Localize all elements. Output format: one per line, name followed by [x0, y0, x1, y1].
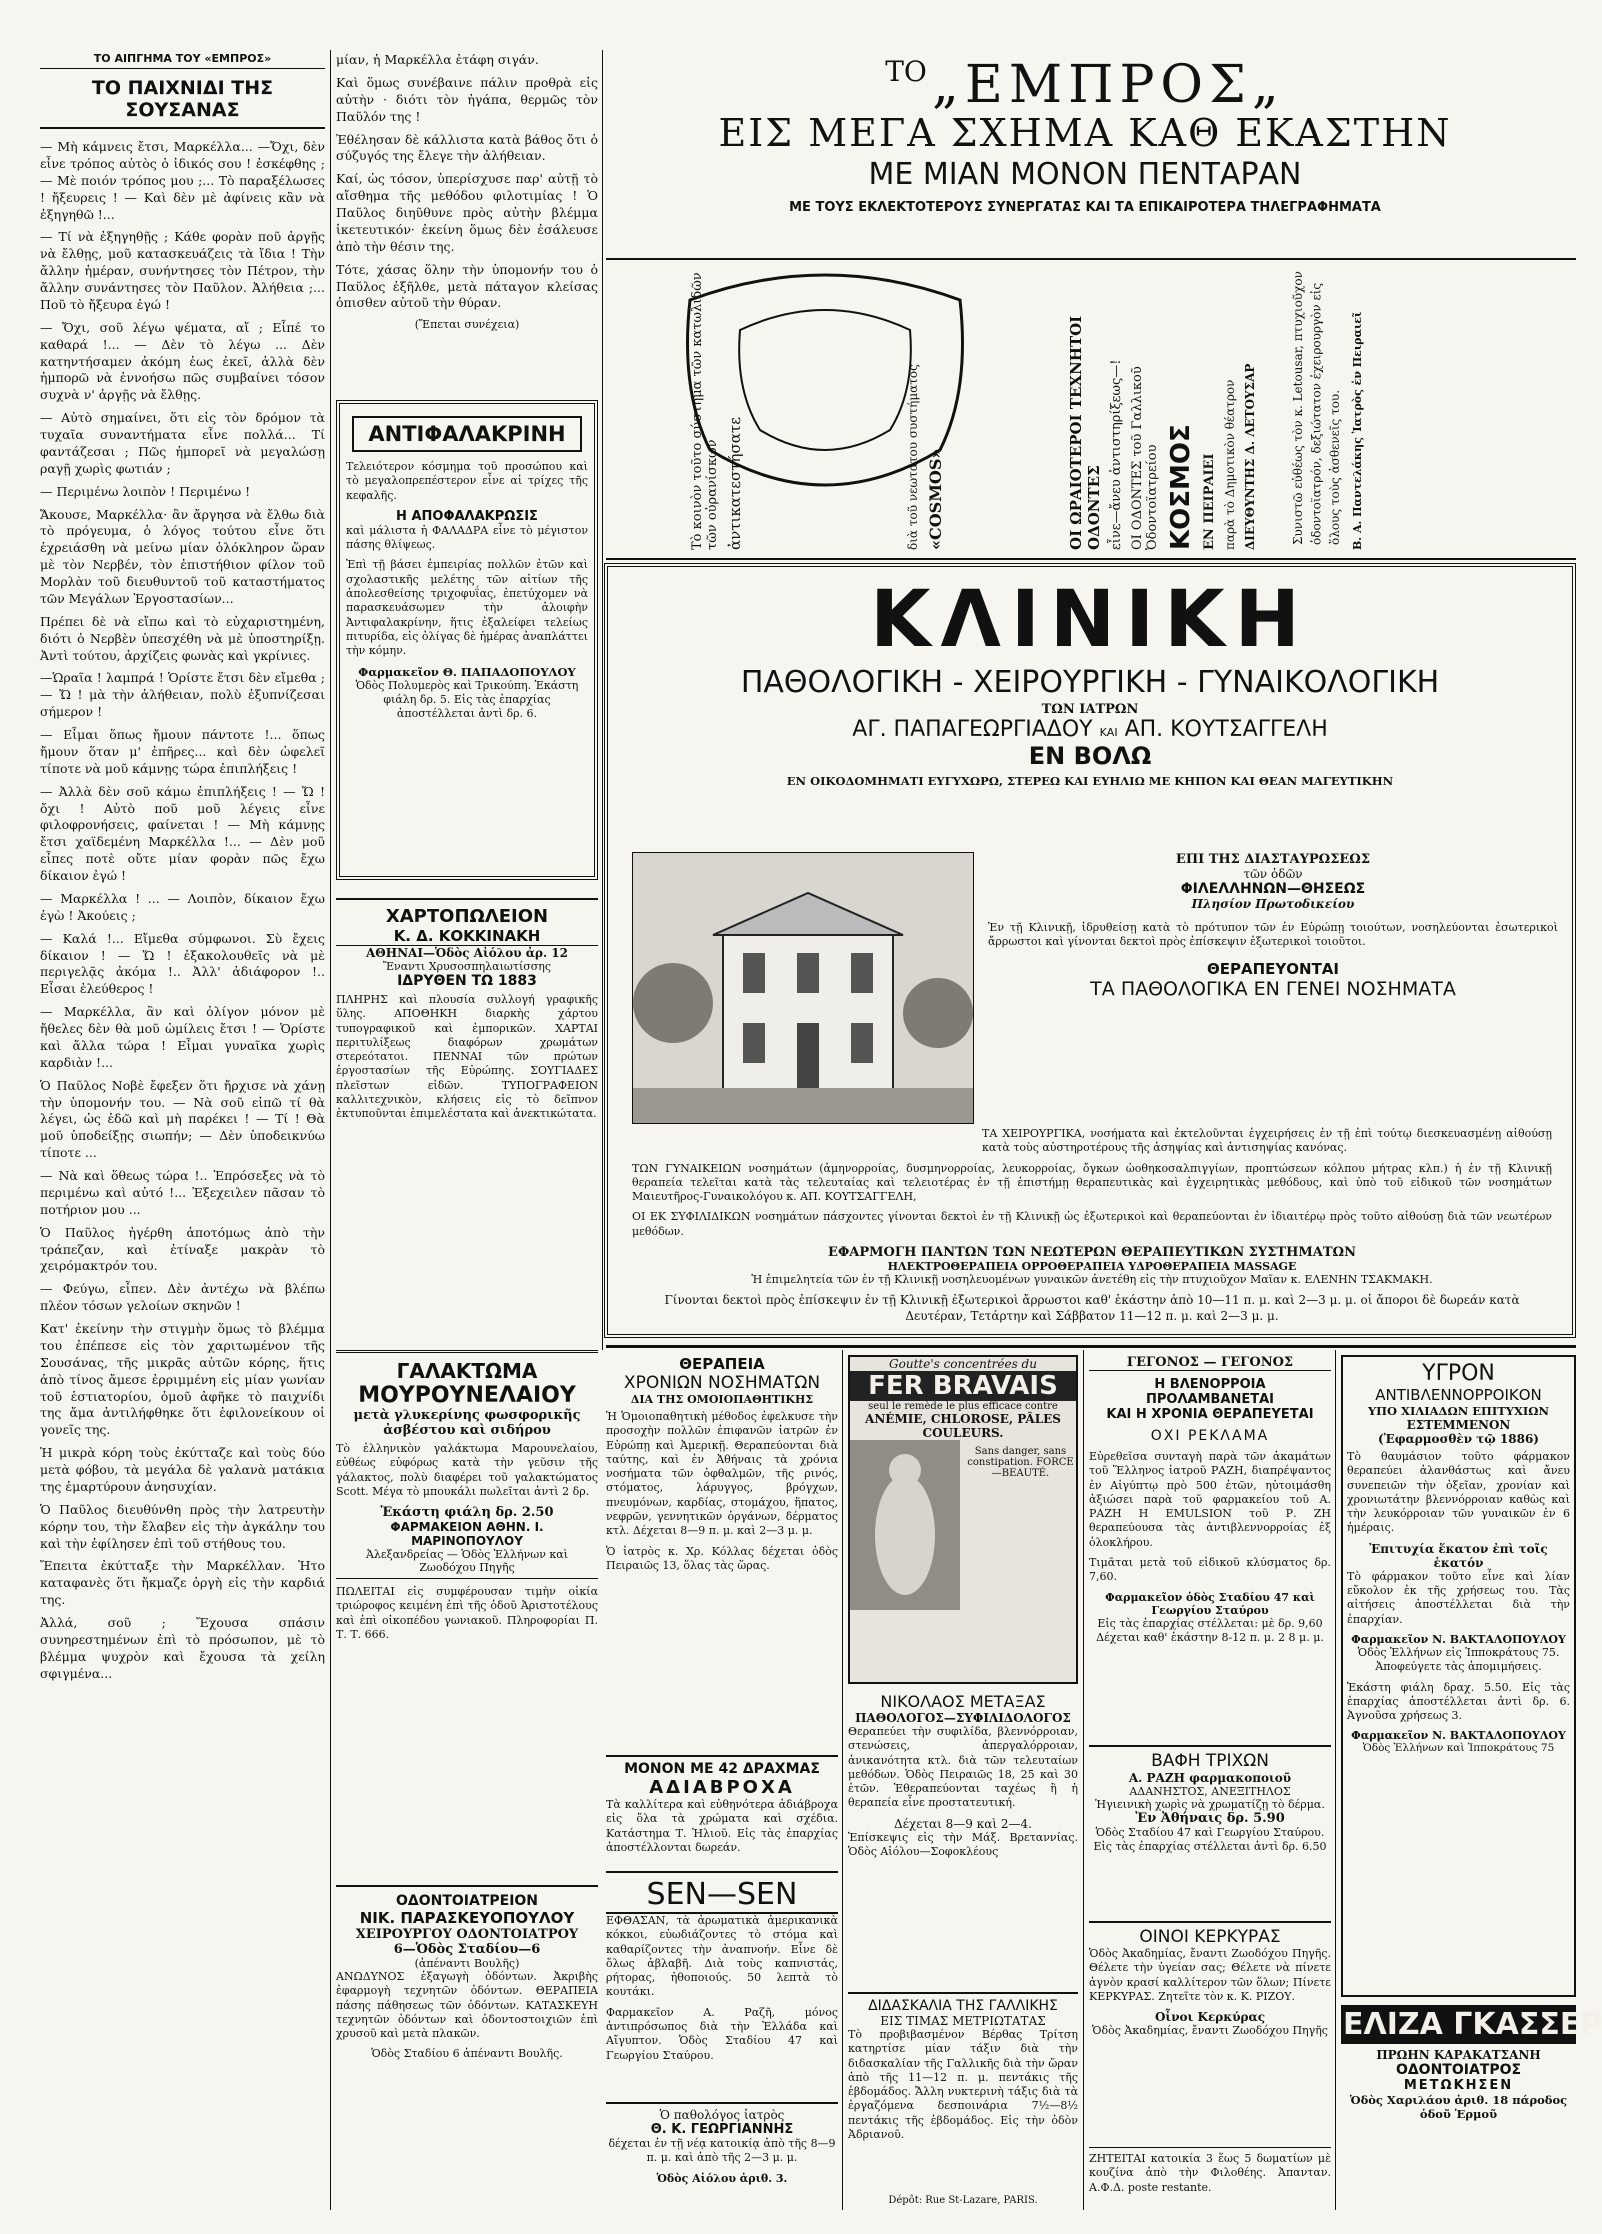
- clinic-hours: Γίνονται δεκτοὶ πρὸς ἐπίσκεψιν ἐν τῇ Κλινικῇ ἐξωτερικοὶ ἄρρωστοι καθ' ἑκάστην ἀπὸ 10—11 π. μ. καὶ 2—3 μ. μ. οἱ ἄποροι δὲ δωρεάν κατὰ Δευτέραν, Τετάρτην καὶ Σάββατον 11—12 π. μ. καὶ 2—3 μ. μ.: [664, 1293, 1520, 1323]
- clinic-treated: ΘΕΡΑΠΕΥΟΝΤΑΙ: [1207, 959, 1339, 978]
- section-header: ΤΟ ΑΙΠΓΗΜΑ ΤΟΥ «ΕΜΠΡΟΣ»: [40, 52, 325, 69]
- ad-address: Ὁδὸς Πολυμερὸς καὶ Τρικούπη. Ἑκάστη φιάλη δρ. 5. Εἰς τὰς ἐπαρχίας ἀποστέλλεται ἀντὶ δρ. 6.: [355, 678, 579, 721]
- ad-text: Τὸ φάρμακον τοῦτο εἶνε καὶ λίαν εὔκολον ἐκ τῆς χρήσεως του. Τὰς αἰτήσεις ἀποστέλλεται διὰ τὴν ἐπαρχίαν.: [1347, 1569, 1570, 1626]
- ad-address: Ὁδὸς Ἑλλήνων καὶ Ἱπποκράτους 75: [1362, 1742, 1555, 1755]
- ad-sub: ΔΙΑ ΤΗΣ ΟΜΟΙΟΠΑΘΗΤΙΚΗΣ: [630, 1393, 814, 1406]
- clinic-doctors: [628, 717, 1552, 742]
- vertical-text-line: εἶνε—ἄνευ ἀντιστηρίξεως—!: [1109, 359, 1124, 550]
- story-paragraph: Ἐθέλησαν δὲ κάλλιστα κατὰ βάθος ὅτι ὁ σύζυγός της ἔλεγε τὴν ἀλήθειαν.: [336, 131, 598, 164]
- story-paragraph: Κατ' ἐκείνην τὴν στιγμὴν ὅμως τὸ βλέμμα του ἐπέπεσε εἰς τὸν χαριτωμένον τῆς Σουσάνας, τῆς μικρᾶς αὐτῶν κόρης, ἥτις ἀπὸ τίνος ἄμεσε ἐρριμμένη εἰς μίαν γωνίαν τοῦ ἑστιατορίου, ὁμοῦ ἀφῆκε τὸ παιχνίδι της ἄμα ἀντιλήφθηκε ὅτι ἐφιλονείκουν οἱ γονεῖς της.: [40, 1321, 325, 1438]
- ad-address: Ὁδὸς Αἰόλου ἀριθ. 3.: [656, 2171, 788, 2185]
- ad-price: Ἑκάστη φιάλη δρ. 2.50: [380, 1505, 554, 1521]
- story-paragraph: — Τί νὰ ἐξηγηθῇς ; Κάθε φορὰν ποῦ ἀργῇς νὰ ἔλθῃς, μοῦ κατασκευάζεις τὰ ἴδια ! Τὴν ἄλλην ἡμέραν, συνήντησες τὸν Πέτρον, τὴν ἄλλην συνάντησες τὸν Παῦλον. Ἀλήθεια ;... Ποῦ τὸ ἤξευρα ἐγώ !: [40, 229, 325, 312]
- column-rule: [330, 50, 331, 2210]
- ad-title: Η ΒΛΕΝΟΡΡΟΙΑ ΠΡΟΛΑΜΒΑΝΕΤΑΙ: [1145, 1377, 1274, 1407]
- window: [797, 953, 819, 993]
- ad-cure: Ἐπιτυχία ἕκατον ἐπὶ τοῖς ἑκατόν: [1369, 1541, 1548, 1570]
- ad-brand: FER BRAVAIS: [850, 1371, 1076, 1401]
- vertical-text-line: ἀντικατεστήσατε: [726, 417, 744, 550]
- ad-name: ΕΛΙΖΑ ΓΚΑΣΣΕΡ: [1343, 2007, 1602, 2042]
- clinic-right-text: [988, 852, 1558, 1000]
- bottom-col-2: [848, 1355, 1078, 2210]
- masthead-to: ΤΟ: [885, 55, 927, 88]
- spacer: [750, 265, 900, 550]
- dental-vertical-text: [690, 265, 1550, 550]
- ad-address: Ὁδὸς Σταδίου 47 καὶ Γεωργίου Σταύρου. Εἰς τὰς ἐπαρχίας στέλλεται ἀντὶ δρ. 6.50: [1093, 1826, 1327, 1854]
- and-word: ΚΑΙ: [1099, 726, 1118, 739]
- ad-pharmacy: Φαρμακεῖον Ν. ΒΑΚΤΑΛΟΠΟΥΛΟΥ: [1351, 1632, 1566, 1646]
- tree: [633, 963, 713, 1043]
- ad-price: Ἐν Ἀθήναις δρ. 5.90: [1135, 1811, 1285, 1826]
- ad-title: ΚΑΙ Η ΧΡΟΝΙΑ ΘΕΡΑΠΕΥΕΤΑΙ: [1106, 1407, 1314, 1422]
- vertical-text-block: Συνιστῶ εὐθέως τὸν κ. Letousar, πτυχιοῦχον ὀδοντοϊατρόν, δεξιώτατον ἐχειρουργὸν εἰς ὅλους τοὺς ἀσθενεῖς του.: [1291, 271, 1343, 545]
- dental-ad-rule: [606, 558, 1576, 560]
- ad-heading: ΧΡΟΝΙΩΝ ΝΟΣΗΜΑΤΩΝ: [623, 1373, 821, 1393]
- vertical-text-line: ΟΙ ΟΔΟΝΤΕΣ τοῦ Γαλλικοῦ Ὀδοντοϊατρείου: [1130, 366, 1160, 550]
- story-paragraph: Ἄκουσε, Μαρκέλλα· ἂν ἄργησα νὰ ἔλθω διὰ τὸ πρόγευμα, ὁ λόγος τούτου εἶνε ὅτι ἐχρειάσθη νὰ μείνω μίαν ὁλόκληρον ὥραν μὲ τὸν Νερβέν, τὸν ἐπιστήθιον φίλον τοῦ Μορλὰν τοῦ διευθυντοῦ τοῦ καταστήματος τῶν Μεγάλων Ἐργοστασίων...: [40, 506, 325, 606]
- ad-odontoiatreion: [336, 1885, 598, 2233]
- ad-title: ΓΑΛΑΚΤΩΜΑ: [396, 1359, 538, 1383]
- clinic-desc: Ἐν τῇ Κλινικῇ, ἱδρυθείσῃ κατὰ τὸ πρότυπον τῶν ἐν Εὐρώπῃ τοιούτων, νοσηλεύονται ἐσωτερικοὶ ἄρρωστοι καὶ γίνονται δεκτοὶ πρὸς ἐπίσκεψιν ἐξωτερικοὶ τοιοῦτοι.: [988, 921, 1558, 949]
- doctor-name: ΑΓ. ΠΑΠΑΓΕΩΡΓΙΑΔΟΥ: [852, 717, 1093, 742]
- ad-french: [848, 1992, 1078, 2218]
- masthead-rule: [606, 258, 1576, 260]
- ad-text: Ἡ Ὁμοιοπαθητικὴ μέθοδος ἐφελκυσε τὴν προσοχὴν πολλῶν ἐπιφανῶν ἰατρῶν ἐν Εὐρώπῃ καὶ Ἀμερικῇ. Θεραπεύονται διὰ ταύτης, καὶ ἐν Ἀθήναις τὰ χρόνια νοσήματα τῶν ὀφθαλμῶν, τῆς ρινός, στόματος, λάρυγγος, βρόγχων, πνευμόνων, καρδίας, στομάχου, ἥπατος, νεφρῶν, γεννητικῶν ὀργάνων, δέρματος κτλ. Δέχεται 8—9 π. μ. καὶ 2—3 μ. μ.: [606, 1410, 838, 1538]
- clinic-city: ΕΝ ΒΟΛΩ: [1028, 742, 1152, 770]
- ad-items: ANÉMIE, CHLOROSE, PÂLES COULEURS.: [865, 1412, 1061, 1440]
- vertical-text-line: διὰ τοῦ νεωτάτου συστήματος: [906, 364, 920, 550]
- story-paragraph: — Ἀλλὰ δὲν σοῦ κάμω ἐπιπλήξεις ! — Ὤ ! ὄχι ! Αὐτὸ ποῦ μοῦ λέγεις εἶνε φιλοφρονήσεις, φαίνεται ! — Μὴ κάμνῃς ἔτσι χαϊδεμένη Μαρκέλλα !... — Δὲν μοῦ εἶπες ποτὲ οὔτε μίαν φορὰν πῶς ἔχω δίκαιον ἐγώ !: [40, 783, 325, 883]
- second-column: [336, 52, 598, 2202]
- ad-pharmacy: Φαρμακεῖον Θ. ΠΑΠΑΔΟΠΟΥΛΟΥ: [358, 664, 576, 679]
- ad-text: ΕΦΘΑΣΑΝ, τὰ ἀρωματικὰ ἀμερικανικὰ κόκκοι, εὐωδιάζοντες τὸ στόμα καὶ καθαρίζοντες τὴν ἀναπνοήν. Εἶνε δὲ ὅλως ἀβλαβῆ. Διὰ τοὺς καπνιστάς, ρήτορας, ἠθοποιούς. 50 λεπτὰ τὸ κουτάκι.: [606, 1914, 838, 1999]
- story-paragraph: — Καλά !... Εἴμεθα σύμφωνοι. Σὺ ἔχεις δίκαιον ! — Ὤ ! ἐξακολουθεῖς νὰ μὲ περιγελᾷς ἀκόμα !.. Ἀλλ' ἀδιάφορον !.. Εἶσαι ἐλεύθερος !: [40, 930, 325, 997]
- ad-sub: ΠΡΩΗΝ ΚΑΡΑΚΑΤΣΑΝΗ: [1376, 2048, 1541, 2062]
- story-paragraph: Ἡ μικρὰ κόρη τοὺς ἐκύτταζε καὶ τοὺς δύο μετὰ φόβου, τὰ μεγάλα δὲ γαλανὰ ματάκια της ἐμαρτύρουν ἀνησυχίαν.: [40, 1445, 325, 1494]
- masthead-line2: ΜΕ ΜΙΑΝ ΜΟΝΟΝ ΠΕΝΤΑΡΑΝ: [868, 157, 1302, 192]
- ad-role: ΧΕΙΡΟΥΡΓΟΥ ΟΔΟΝΤΟΙΑΤΡΟΥ: [355, 1927, 579, 1942]
- masthead: [610, 55, 1560, 255]
- vertical-text-line: ΕΝ ΠΕΙΡΑΙΕΙ: [1202, 453, 1217, 550]
- ad-title: ΑΝΤΙΦΑΛΑΚΡΙΝΗ: [352, 416, 582, 452]
- ad-address: Ὁδὸς Χαριλάου ἀριθ. 18 πάροδος ὁδοῦ Ἑρμοῦ: [1349, 2093, 1568, 2121]
- clinic-subtitle: ΠΑΘΟΛΟΓΙΚΗ - ΧΕΙΡΟΥΡΓΙΚΗ - ΓΥΝΑΙΚΟΛΟΓΙΚΗ: [740, 665, 1440, 700]
- bottom-col-1: [606, 1355, 838, 2210]
- ad-name: ΜΟΥΡΟΥΝΕΛΑΙΟΥ: [358, 1383, 576, 1408]
- clinic-photo: [632, 852, 974, 1124]
- clinic-nurse: Ἡ ἐπιμελητεία τῶν ἐν τῇ Κλινικῇ νοσηλευομένων γυναικῶν ἀνετέθη εἰς τὴν πτυχιοῦχον Μαῖαν κ. ΕΛΕΝΗΝ ΤΣΑΚΜΑΚΗ.: [751, 1273, 1433, 1287]
- ad-title: ΒΑΦΗ ΤΡΙΧΩΝ: [1151, 1751, 1269, 1771]
- clinic-building: ΕΝ ΟΙΚΟΔΟΜΗΜΑΤΙ ΕΥΓΥΧΩΡΩ, ΣΤΕΡΕΩ ΚΑΙ ΕΥΗΛΙΩ ΜΕ ΚΗΠΟΝ ΚΑΙ ΘΕΑΝ ΜΑΓΕΥΤΙΚΗΝ: [786, 774, 1394, 788]
- ad-name: Κ. Δ. ΚΟΚΚΙΝΑΚΗ: [336, 927, 598, 946]
- ad-year: (Ἐφαρμοσθὲν τῷ 1886): [1378, 1432, 1539, 1446]
- column-rule: [1335, 1350, 1336, 2210]
- ad-sub: ΑΔΑΝΗΣΤΟΣ, ΑΝΕΞΙΤΗΛΟΣ: [1129, 1785, 1291, 1798]
- ad-sub: (ἀπέναντι Βουλῆς): [414, 1957, 520, 1970]
- bottom-col-3: [1089, 1355, 1331, 2210]
- ad-text: Ἡγιεινικὴ χωρὶς νὰ χρωματίζῃ τὸ δέρμα.: [1095, 1798, 1325, 1811]
- ad-ship: Εἰς τὰς ἐπαρχίας στέλλεται: μὲ δρ. 9,60 Δέχεται καθ' ἑκάστην 8-12 π. μ. 2 8 μ. μ.: [1096, 1616, 1324, 1644]
- ad-antiblenorrhoic: [1341, 1355, 1576, 1997]
- story-paragraph: Ὁ Παῦλος διευθύνθη πρὸς τὴν λατρευτὴν κόρην του, τὴν ἔλαβεν εἰς τὴν ἀγκάλην του καὶ τὴν ἐφίλησεν ἐπὶ τοῦ στήθους του.: [40, 1501, 325, 1551]
- masthead-line3: ΜΕ ΤΟΥΣ ΕΚΛΕΚΤΟΤΕΡΟΥΣ ΣΥΝΕΡΓΑΤΑΣ ΚΑΙ ΤΑ ΕΠΙΚΑΙΡΟΤΕΡΑ ΤΗΛΕΓΡΑΦΗΜΑΤΑ: [789, 200, 1381, 215]
- ad-address: 6—Ὁδὸς Σταδίου—6: [393, 1942, 541, 1957]
- ad-name: Οἶνοι Κερκύρας: [1154, 2010, 1266, 2025]
- dental-ad: [610, 265, 1575, 555]
- ad-founded: ΙΔΡΥΘΕΝ ΤΩ 1883: [397, 973, 537, 989]
- column-rule: [842, 1350, 843, 2210]
- window: [851, 1023, 873, 1063]
- story-paragraph: — Μαρκέλλα ! ... — Λοιπὸν, δίκαιον ἔχω ἐγὼ ! Ἀκούεις ;: [40, 890, 325, 923]
- ad-title: ΟΔΟΝΤΟΙΑΤΡΕΙΟΝ: [395, 1893, 539, 1909]
- clinic-gyn: ΤΩΝ ΓΥΝΑΙΚΕΙΩΝ νοσημάτων (ἀμηνορροίας, δυσμηνορροίας, λευκορροίας, ὄγκων ὠοθηκοσαλπιγγίων, προπτώσεων κόλπου μήτρας κλπ.) ἡ ἐν τῇ Κλινικῇ θεραπεία τελεῖται κατὰ τὰς τελευταίας καὶ τελειοτέρας ἐν τῇ ἐπιστήμῃ θεραπευτικὰς καὶ ἐγχειρητικὰς μεθόδους, καὶ ὑπὸ τοῦ εἰδικοῦ τῶν νοσημάτων Μαιευτῆρος-Γυναικολόγου κ. ΑΠ. ΚΟΥΤΣΑΓΓΕΛΗ,: [632, 1161, 1552, 1204]
- door: [797, 1023, 819, 1093]
- clinic-surgical: ΤΑ ΧΕΙΡΟΥΡΓΙΚΑ, νοσήματα καὶ ἐκτελοῦνται ἐγχειρήσεις ἐν τῇ ἐπὶ τούτῳ διεσκευασμένῃ αἰθούσῃ κατὰ τοὺς αὐστηροτέρους τῆς ἀσηψίας καὶ ἀντισηψίας κανόνας.: [982, 1127, 1552, 1155]
- ad-title: ΜΟΝΟΝ ΜΕ 42 ΔΡΑΧΜΑΣ: [624, 1761, 820, 1777]
- ad-therapy: [606, 1355, 838, 1755]
- story-paragraph: — Φεύγω, εἶπεν. Δὲν ἀντέχω νὰ βλέπω πλέον τόσων γελοίων σκηνῶν !: [40, 1281, 325, 1314]
- ad-title: SEN—SEN: [606, 1877, 838, 1914]
- story-paragraph: — Αὐτὸ σημαίνει, ὅτι εἰς τὸν δρόμον τὰ τυχαῖα συναντήματα εἶνε πολλά... Τί φαντάζεσαι ; Πῶς ἠμπορεῖ νὰ μεγαλώσῃ ραγῇ χωρὶς φωτιάν ;: [40, 410, 325, 476]
- story-paragraph: Καί, ὡς τόσον, ὑπερίσχυσε παρ' αὐτῇ τὸ αἴσθημα τῆς μεθόδου φιλοτιμίας ! Ὁ Παῦλος διηῦθυνε πρὸς αὐτὴν βλέμμα ἱκετευτικόν· ἐκείνη ὅμως δὲν ἐσάλευσε ἀπὸ τὴν θέσιν της.: [336, 171, 598, 254]
- ad-sub: seul le remède le plus efficace contre: [868, 1401, 1058, 1412]
- ad-address: Ἀλεξανδρείας — Ὁδὸς Ἑλλήνων καὶ Ζωοδόχου Πηγῆς: [336, 1548, 598, 1579]
- clinic-syph: ΟΙ ΕΚ ΣΥΦΙΛΙΔΙΚΩΝ νοσημάτων πάσχοντες γίνονται δεκτοὶ ἐν τῇ Κλινικῇ ὡς ἐξωτερικοὶ καὶ θεραπεύονται ἐν ἰδιαιτέρῳ πρὸς τοῦτο αἰθούσῃ διὰ τῶν νεωτέρων μεθόδων.: [632, 1210, 1552, 1238]
- ad-hair-dye: [1089, 1745, 1331, 1921]
- ad-sub: μετὰ γλυκερίνης φωσφορικῆς ἀσβέστου καὶ σιδήρου: [353, 1408, 581, 1438]
- ad-address: ΑΘΗΝΑΙ—Ὁδὸς Αἰόλου ἀρ. 12: [365, 946, 568, 960]
- ad-title: ΔΙΔΑΣΚΑΛΙΑ ΤΗΣ ΓΑΛΛΙΚΗΣ: [868, 1998, 1058, 2014]
- ad-hours: Δέχεται 8—9 καὶ 2—4.: [894, 1816, 1032, 1831]
- vertical-text-line: Β. Α. Παντελάκης Ἰατρὸς ἐν Πειραιεῖ: [1350, 311, 1364, 550]
- clinic-streets: ΦΙΛΕΛΛΗΝΩΝ—ΘΗΣΕΩΣ: [1180, 881, 1366, 897]
- ad-name: ΝΙΚ. ΠΑΡΑΣΚΕΥΟΠΟΥΛΟΥ: [359, 1909, 575, 1927]
- story-paragraph: μίαν, ἡ Μαρκέλλα ἐτάφη σιγάν.: [336, 52, 539, 67]
- story-paragraph: — Νὰ καὶ ὅθεως τώρα !.. Ἐπρόσεξες νὰ τὸ περιμένω καὶ αὐτό !... Ἐξεχειλεν πᾶσαν τὸ ποτήριον μου ...: [40, 1168, 325, 1217]
- figure-body: [875, 1475, 935, 1595]
- ad-raincoats: [606, 1755, 838, 1871]
- vertical-text-line: ΟΙ ΩΡΑΙΟΤΕΡΟΙ ΤΕΧΝΗΤΟΙ ΟΔΟΝΤΕΣ: [1067, 315, 1103, 550]
- vertical-text-line: παρὰ τὸ Δημοτικὸν θέατρον: [1223, 379, 1237, 550]
- ad-antifalakrini: [336, 400, 598, 880]
- figure-head: [889, 1454, 921, 1486]
- ad-sub: ΥΠΟ ΧΙΛΙΑΔΩΝ ΕΠΙΤΥΧΙΩΝ: [1367, 1404, 1550, 1418]
- story-paragraph: —Ὡραῖα ! λαμπρά ! Ὁρίστε ἔτσι δὲν εἴμεθα ; — Ὤ ! μὰ τὴν ἀλήθειαν, πολὺ ἐξυπνίζεσαι σήμερον !: [40, 670, 325, 720]
- ad-doctor: [606, 2102, 838, 2218]
- window: [743, 953, 765, 993]
- ad-chartopoleion: [336, 898, 598, 1342]
- ad-text: Τὸ ἐλληνικὸν γαλάκτωμα Μαρουνελαίου, εὐθέως εὐφόρως κατὰ τὴν γεῦσιν τῆς γάλακτος, πολὺ διαφέρει τοῦ γαλακτώματος Scott. Μέγα τὸ μπουκάλι πωλεῖται ἀντὶ 2 δρ.: [336, 1442, 598, 1498]
- left-column: [40, 52, 325, 2202]
- story-paragraph: Ἀλλά, σοῦ ; Ἔχουσα σπάσιν συνηρεστημένων ἐπὶ τὸ πρόσωπον, μὲ τὸ βλέμμα ψυχρὸν καὶ ἔχουσα τὰ χείλη σφιγμένα...: [40, 1615, 325, 1681]
- ad-wanted: [1089, 2147, 1331, 2222]
- ad-title: ΥΓΡΟΝ: [1422, 1361, 1495, 1386]
- column-rule: [602, 50, 603, 1350]
- story-paragraph: Ὁ Παῦλος ἠγέρθη ἀποτόμως ἀπὸ τὴν τράπεζαν, καὶ ἐτίναξε μακρὰν τὸ χειρόμακτρόν του.: [40, 1224, 325, 1274]
- spacer: [1263, 265, 1283, 550]
- ad-text: ΠΩΛΕΙΤΑΙ εἰς συμφέρουσαν τιμὴν οἰκία τριώροφος κειμένη ἐπὶ τῆς ὁδοῦ Ἀριστοτέλους καὶ ἐπὶ οἰκοπέδου γωνιακοῦ. Πληροφορίαι Π. Τ. Τ. 666.: [336, 1585, 598, 1642]
- building-roof: [713, 893, 903, 935]
- ad-heading: Η ΑΠΟΦΑΛΑΚΡΩΣΙΣ: [396, 508, 538, 524]
- ad-sub: Ἔναντι Χρυσοσπηλαιωτίσσης: [382, 960, 552, 973]
- fence: [633, 1088, 973, 1123]
- ad-sen-sen: [606, 1871, 838, 2102]
- ad-footer: Ὁδὸς Σταδίου 6 ἀπέναντι Βουλῆς.: [371, 2047, 563, 2061]
- ad-moved: ΜΕΤΩΚΗΣΕΝ: [1403, 2078, 1514, 2093]
- story-paragraph: Πρέπει δὲ νὰ εἴπω καὶ τὸ εὐχαριστημένη, διότι ὁ Νερβὲν ὑπεσχέθη νὰ μὲ ὑποστηρίξῃ. Ἀντὶ τούτου, ἀρχίζεις φωνὰς καὶ γκρίνιες.: [40, 613, 325, 663]
- ad-sub: ΕΣΤΕΜΜΕΝΟΝ: [1406, 1418, 1511, 1432]
- clinic-methods: ΕΦΑΡΜΟΓΗ ΠΑΝΤΩΝ ΤΩΝ ΝΕΩΤΕΡΩΝ ΘΕΡΑΠΕΥΤΙΚΩΝ ΣΥΣΤΗΜΑΤΩΝ: [828, 1245, 1356, 1261]
- ad-heading: ΑΝΤΙΒΛΕΝΝΟΡΡΟΙΚΟΝ: [1375, 1386, 1542, 1404]
- ad-price: Ἑκάστη φιάλη δραχ. 5.50. Εἰς τὰς ἐπαρχίας ἀποστέλλεται ἀντὶ δρ. 6. Ἀγνοῦσα χρήσεως 3.: [1347, 1680, 1570, 1723]
- ad-text: Τὸ προβιβασμένον Βέρθας Τρίτση κατηρτίσε μίαν τάξιν διὰ τὴν διδασκαλίαν τῆς Γαλλικῆς διὰ τὴν ὥραν ἀπὸ τῆς 11—12 π. μ. πεντάκις τῆς ἑβδομάδος. Ἄλλη νυκτερινὴ τάξις διὰ τὰ ἐργαζόμενα δεσποινάρια 7½—8½ πεντάκις τῆς ἑβδομάδος. Εἰς τὴν ὁδὸν Ἀδριανοῦ.: [848, 2028, 1078, 2142]
- doctor-name: ΑΠ. ΚΟΥΤΣΑΓΓΕΛΗ: [1124, 717, 1328, 742]
- bottom-rule: [606, 1345, 1576, 1348]
- ad-price: Τιμᾶται μετὰ τοῦ εἰδικοῦ κλύσματος δρ. 7,60.: [1089, 1556, 1331, 1584]
- ad-title: ΟΙΝΟΙ ΚΕΡΚΥΡΑΣ: [1139, 1927, 1281, 1947]
- tree: [903, 978, 973, 1048]
- ad-pharmacy: ΦΑΡΜΑΚΕΙΟΝ ΑΘΗΝ. Ι. ΜΑΡΙΝΟΠΟΥΛΟΥ: [390, 1520, 544, 1549]
- clinic-building-illustration: [633, 853, 973, 1123]
- ad-paris: Dépôt: Rue St-Lazare, PARIS.: [888, 2195, 1038, 2206]
- ad-name: Α. ΡΑΖΗ φαρμακοποιοῦ: [1128, 1771, 1292, 1785]
- ad-metaxas: [848, 1684, 1078, 1992]
- story-paragraph: Καὶ ὅμως συνέβαινε πάλιν προθρὰ εἰς αὐτὴν · διότι τὸν ἠγάπα, θερμῶς τὸν Παῦλόν της !: [336, 74, 598, 124]
- ad-name: ΝΙΚΟΛΑΟΣ ΜΕΤΑΞΑΣ: [880, 1692, 1046, 1711]
- ad-head: ΓΕΓΟΝΟΣ — ΓΕΓΟΝΟΣ: [1089, 1355, 1331, 1371]
- ad-title: ΟΧΙ ΡΕΚΛΑΜΑ: [1150, 1428, 1270, 1444]
- clinic-ad: [604, 563, 1576, 1338]
- story-paragraph: — Ὄχι, σοῦ λέγω ψέματα, αἴ ; Εἶπέ το καθαρά !... — Δὲν τὸ λέγω ... Δὲν κατηντήσαμεν ἀκόμη ἐως ἐκεῖ, ἀλλὰ δὲν ἠμπορῶ νὰ ἐννοήσω πῶς συμβαίνει τόσον συχνὰ ν' ἀργῇς νὰ ἔλθῃς.: [40, 319, 325, 403]
- ad-pharmacy: Φαρμακεῖον Α. Ραζῆ, μόνος ἀντιπρόσωπος διὰ τὴν Ἑλλάδα καὶ Αἴγυπτον. Ὁδὸς Σταδίου 47 καὶ Γεωργίου Σταύρου.: [606, 2005, 838, 2062]
- ad-sub: ΕΙΣ ΤΙΜΑΣ ΜΕΤΡΙΩΤΑΤΑΣ: [880, 2014, 1046, 2028]
- story-paragraph: — Περιμένω λοιπὸν ! Περιμένω !: [40, 483, 251, 499]
- ad-address: Ὁ ἰατρὸς κ. Χρ. Κόλλας δέχεται ὁδὸς Πειραιῶς 13, ὅλας τὰς ὥρας.: [606, 1544, 838, 1572]
- ad-address: Ἐπίσκεψις εἰς τὴν Μάξ. Βρεταννίας. Ὁδὸς Αἰόλου—Σοφοκλέους: [848, 1830, 1078, 1859]
- vertical-text-line: ΔΙΕΥΘΥΝΤΗΣ Δ. ΛΕΤΟΥΣΑΡ: [1243, 363, 1257, 550]
- story-paragraph: Ὁ Παῦλος Νοβὲ ἔφεξεν ὅτι ἤρχισε νὰ χάνῃ τὴν ὑπομονήν του. — Νὰ σοῦ εἰπῶ τί θὰ λέγει, ὡς ἐδῶ καὶ μὴ παρέκει ! — Τί ! Θὰ μοῦ ὑποδείξῃς σιωπήν; — Δὲν ὑποδεικνύω τίποτε ...: [40, 1077, 325, 1161]
- ad-galaktoma: [336, 1350, 598, 1879]
- vertical-text-line: ΚΟΣΜΟΣ: [1166, 424, 1196, 550]
- clinic-lower-text: [632, 1127, 1552, 1331]
- to-be-continued: (Ἔπεται συνέχεια): [414, 318, 520, 332]
- spacer: [951, 265, 1061, 550]
- ad-text: Θεραπεύει τὴν συφιλίδα, βλεννόρροιαν, στενώσεις, ἀπεργαλόρροιαν, ἀνικανότητα κτλ. διὰ τῶν τελευταίων μεθόδων. Ὁδὸς Πειραιῶς 18, 25 καὶ 30 ἐτῶν. Ἐθεραπεύονται ταχέως ἢ ἡ θεραπεία εἶνε προστατευτική.: [848, 1725, 1078, 1810]
- ad-text: Τελειότερον κόσμημα τοῦ προσώπου καὶ τὸ μεγαλοπρεπέστερον εἶνε αἱ τρίχες τῆς κεφαλῆς.: [346, 460, 588, 502]
- clinic-of-streets: τῶν ὁδῶν: [1243, 867, 1303, 881]
- ad-eliza-gasser: [1341, 1997, 1602, 2205]
- ad-pharmacy: Φαρμακεῖον ὁδὸς Σταδίου 47 καὶ Γεωργίου Σταύρου: [1105, 1590, 1315, 1617]
- clinic-title: ΚΛΙΝΙΚΗ: [870, 575, 1310, 665]
- ad-text: δέχεται ἐν τῇ νέᾳ κατοικίᾳ ἀπὸ τῆς 8—9 π. μ. καὶ ἀπὸ τῆς 2—3 μ. μ.: [608, 2137, 836, 2165]
- ad-top: Goutte's concentrées du: [889, 1357, 1037, 1371]
- clinic-methods2: ΗΛΕΚΤΡΟΘΕΡΑΠΕΙΑ ΟΡΡΟΘΕΡΑΠΕΙΑ ΥΔΡΟΘΕΡΑΠΕΙΑ MASSAGE: [887, 1260, 1297, 1274]
- ad-pharmacy: Φαρμακεῖον Ν. ΒΑΚΤΑΛΟΠΟΥΛΟΥ: [1351, 1729, 1566, 1743]
- story-title: ΤΟ ΠΑΙΧΝΙΔΙ ΤΗΣ ΣΟΥΣΑΝΑΣ: [40, 77, 325, 129]
- clinic-at: ΕΠΙ ΤΗΣ ΔΙΑΣΤΑΥΡΩΣΕΩΣ: [1175, 852, 1371, 867]
- story-paragraph: Ἔπειτα ἐκύτταξε τὴν Μαρκέλλαν. Ἡτο καταφανὲς ὅτι ἤκμαζε ὀργὴ εἰς τὴν καρδιά της.: [40, 1558, 325, 1608]
- ad-heading: ΑΔΙΑΒΡΟΧΑ: [649, 1777, 795, 1798]
- clinic-of-doctors: ΤΩΝ ΙΑΤΡΩΝ: [1041, 702, 1139, 717]
- ad-text: Τὸ θαυμάσιον τοῦτο φάρμακον θεραπεύει ἀλανθάστως καὶ ἄνευ συνεπειῶν τὴν ὀξεῖαν, χρονίαν καὶ χρονιωτάτην βλεννόρροιαν καθὼς καὶ τὴν λευκόρροιαν τῶν γυναικῶν ἐν 6 ἡμέραις.: [1347, 1450, 1570, 1535]
- ad-role: ΠΑΘΟΛΟΓΟΣ—ΣΥΦΙΛΙΔΟΛΟΓΟΣ: [855, 1711, 1071, 1725]
- story-paragraph: — Μὴ κάμνεις ἔτσι, Μαρκέλλα... —Ὄχι, δὲν εἶνε τρόπος αὐτὸς ὁ ἰδικός σου ! ἐσκέφθης ; — Μὲ ποιόν τρόπος μου ;... Τὸ παραξέλωσες ! ἤξευρεις ! — Καὶ δὲν μὲ ἀφίνεις κἂν νὰ ἐξηγηθῶ !...: [40, 139, 325, 222]
- ad-text: καὶ μάλιστα ἡ ΦΑΛΑΔΡΑ εἶνε τὸ μέγιστον πάσης θλίψεως.: [346, 523, 588, 552]
- window: [743, 1023, 765, 1063]
- ad-text: ΠΛΗΡΗΣ καὶ πλουσία συλλογή γραφικῆς ὕλης. ΑΠΟΘΗΚΗ διαρκὴς χάρτου τυπογραφικοῦ καὶ ἐμπορικῶν. ΧΑΡΤΑΙ περιτυλίξεως διαφόρων χρωμάτων στερεότατοι. ΠΕΝΝΑΙ τῶν πρώτων ἐργοστασίων τῆς Εὐρώπης. ΣΟΥΓΙΑΔΕΣ πλεῖστων εἰδῶν. ΤΥΠΟΓΡΑΦΕΙΟΝ καλλιτεχνικὸν, κλήσεις εἰς τὸ δεῖπνον ἐκτυποῦνται ἐπιμελέστατα καὶ ἀνεκτικώτατα.: [336, 993, 598, 1121]
- ad-corfu-wines: [1089, 1921, 1331, 2147]
- story-paragraph: — Μαρκέλλα, ἂν καὶ ὀλίγον μόνον μὲ ἤθελες δὲν θὰ μοῦ ὡμίλεις ἔτσι ! — Ὁρίστε καὶ ἄλλα τώρα ! Εἶμαι γυναῖκα χωρὶς καρδιὰν !...: [40, 1004, 325, 1070]
- masthead-name: „ΕΜΠΡΟΣ„: [931, 55, 1285, 115]
- story-paragraph: Τότε, χάσας ὅλην τὴν ὑπομονήν του ὁ Παῦλος ἐξῆλθε, μετὰ πάταγον κλείσας ὀπισθεν αὐτοῦ τὴν θύραν.: [336, 261, 598, 311]
- story-paragraph: — Εἶμαι ὅπως ἤμουν πάντοτε !... ὅπως ἤμουν ὅταν μ' ἐπῆρες... καὶ δὲν ὠφελεῖ τίποτε νὰ μοῦ κάμνῃς τώρα ἐπιπλήξεις !: [40, 727, 325, 776]
- ad-address: Ὁδὸς Ἑλλήνων εἰς Ἱπποκράτους 75. Ἀποφεύγετε τὰς ἀπομιμήσεις.: [1357, 1645, 1560, 1674]
- ad-role: ΟΔΟΝΤΟΙΑΤΡΟΣ: [1395, 2062, 1522, 2078]
- ad-title: ΘΕΡΑΠΕΙΑ: [679, 1355, 765, 1373]
- ad-text: Ὁδὸς Ἀκαδημίας, ἔναντι Ζωοδόχου Πηγῆς. Θέλετε τὴν ὑγείαν σας; Θέλετε νὰ πίνετε ἀγνὸν κρασί καλλίτερον τῶν ὅλων; Πίνετε ΚΕΡΚΥΡΑΣ. Ζητεῖτε τὸν κ. Κ. ΡΙΖΟΥ.: [1089, 1947, 1331, 2003]
- ad-title: Ὁ παθολόγος ἰατρὸς: [659, 2108, 785, 2122]
- ad-text: Εὐρεθεῖσα συνταγὴ παρὰ τῶν ἀκαμάτων τοῦ Ἕλληνος ἰατροῦ ΡΑΖΗ, διαπρέψαντος ἐν Αἰγύπτῳ πρὸ 500 ἐτῶν, ηὑτοιμάσθη ἀξιώσει παρὰ τοῦ φαρμακείου τοῦ Α. ΡΑΖΗ Η EMULSION τοῦ Ρ. ΖΗ θεραπεύουσα τὰς ἀντιβλεννορροίας ἐξ ὁλοκλήρου.: [1089, 1450, 1331, 1549]
- ad-title: ΧΑΡΤΟΠΩΛΕΙΟΝ: [385, 906, 549, 927]
- ad-text: ΖΗΤΕΙΤΑΙ κατοικία 3 ἕως 5 δωματίων μὲ κουζίνα ἀπὸ τὴν Φιλοθέης. Ἀπανταν. Α.Φ.Δ. poste restante.: [1089, 2152, 1331, 2194]
- window: [851, 953, 873, 993]
- ad-address: Ὁδὸς Ἀκαδημίας, ἔναντι Ζωοδόχου Πηγῆς: [1092, 2024, 1328, 2038]
- vertical-text-line: Τὸ κοινὸν τοῦτο σύστημα τῶν κατωλιδῶν τῶν οὐρανίσκων: [690, 272, 720, 550]
- ad-small: Sans danger, sans constipation. FORCE—BEAUTÉ.: [967, 1446, 1074, 1479]
- vertical-text-line: «COSMOS»: [926, 448, 945, 550]
- ad-blenorrhea: [1089, 1355, 1331, 1745]
- column-rule: [1083, 1350, 1084, 2210]
- clinic-near: Πλησίον Πρωτοδικείου: [1191, 897, 1355, 911]
- clinic-pathologic: ΤΑ ΠΑΘΟΛΟΓΙΚΑ ΕΝ ΓΕΝΕΙ ΝΟΣΗΜΑΤΑ: [1090, 977, 1456, 1000]
- masthead-line1: ΕΙΣ ΜΕΓΑ ΣΧΗΜΑ ΚΑΘ ΕΚΑΣΤΗΝ: [718, 111, 1452, 155]
- ad-text: Τὰ καλλίτερα καὶ εὐθηνότερα ἀδιάβροχα εἰς ὅλα τὰ χρώματα καὶ σχέδια. Κατάστημα Τ. Ἡλιοῦ. Εἰς τὰς ἐπαρχίας ἀποστέλλονται δωρεάν.: [606, 1798, 838, 1854]
- bottom-col-4: [1341, 1355, 1602, 2210]
- story-continuation: [336, 52, 598, 394]
- ad-text: ΑΝΩΔΥΝΟΣ ἐξαγωγὴ ὀδόντων. Ἀκριβὴς ἐφαρμογὴ τεχνητῶν ὀδόντων. ΘΕΡΑΠΕΙΑ πάσης πάθησεως τῶν ὀδόντων. ΚΑΤΑΣΚΕΥΗ τεχνητῶν ὀδόντων καὶ ὀδοντοστοιχιῶν ἐπὶ χρυσοῦ καὶ μετὰ πλακῶν.: [336, 1970, 598, 2041]
- ad-text: Ἐπὶ τῇ βάσει ἐμπειρίας πολλῶν ἐτῶν καὶ σχολαστικῆς μελέτης τῶν αἰτίων τῆς ἀπολεσθείσης τριχοφυΐας, ἐπετύχομεν νὰ παρασκευάσωμεν τὴν ἀλοιφὴν Ἀντιφαλακρίνην, ἥτις ἐξαλείφει τελείως πιτυρίδα, εἰς ὀλίγας δὲ ἡμέρας ἀναπλάττει τὴν κόμην.: [346, 558, 588, 658]
- ad-name: Θ. Κ. ΓΕΩΡΓΙΑΝΝΗΣ: [650, 2122, 794, 2137]
